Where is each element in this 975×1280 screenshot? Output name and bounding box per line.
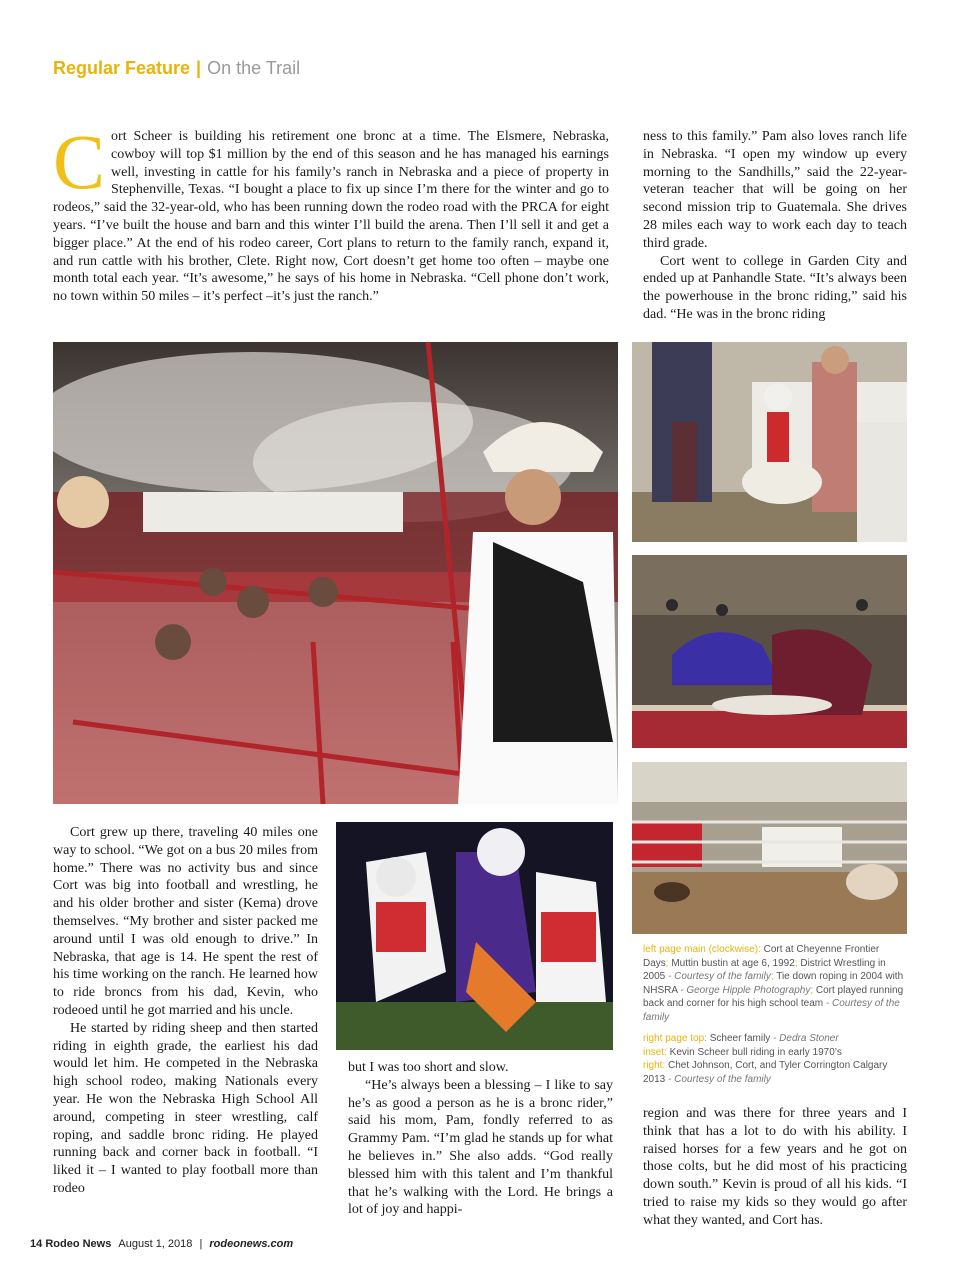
photo-captions bbox=[643, 943, 907, 1086]
left-bottom-column bbox=[53, 824, 318, 1198]
roping-photo-illustration bbox=[632, 762, 907, 934]
section-label: On the Trail bbox=[207, 58, 301, 78]
magazine-name: Rodeo News bbox=[45, 1238, 112, 1250]
website-link[interactable]: rodeonews.com bbox=[209, 1238, 294, 1250]
feature-label: Regular Feature bbox=[53, 58, 191, 78]
drop-cap: C bbox=[53, 118, 106, 205]
right-top-paragraph-2: Cort went to college in Garden City and ended up at Panhandle State. “It’s always been the powerhouse in the bronc riding,” said his dad. “He was in the bronc riding bbox=[643, 253, 907, 322]
middle-bottom-paragraph-2: “He’s always been a blessing – I like to say he’s as good a person as he is a bronc rider,” said his mom, Pam, fondly referred to as Grammy Pam. “I’m glad he stands up for what he believes in.” She also adds. “God really blessed him with this talent and I’m thankful that he’s walking with the Lord. He brings a lot of joy and happi- bbox=[348, 1077, 613, 1218]
caption-right: right: Chet Johnson, Cort, and Tyler Corrington Calgary 2013 - Courtesy of the family bbox=[643, 1060, 888, 1085]
mutton-busting-photo bbox=[632, 342, 907, 542]
page-footer bbox=[30, 1238, 293, 1250]
intro-column bbox=[53, 118, 609, 306]
middle-bottom-column bbox=[348, 1059, 613, 1219]
right-top-column bbox=[643, 128, 907, 324]
issue-date: August 1, 2018 bbox=[118, 1238, 193, 1250]
left-bottom-paragraph-2: He started by riding sheep and then started riding in eighth grade, the earliest his dad would let him. He competed in the Nebraska high school rodeo, making Nationals every year. He won the Nebraska High School All around, competing in steer wrestling, calf roping, and saddle bronc riding. He played running back and corner back in football. “I liked it – I wanted to play football more than rodeo bbox=[53, 1020, 318, 1196]
left-bottom-paragraph-1: Cort grew up there, traveling 40 miles one way to school. “We got on a bus 20 miles from home.” There was no activity bus and since Cort was big into football and wrestling, he and his older brother and sister (Kema) drove themselves. “My brother and sister packed me around until I was old enough to drive.” In Nebraska, that age is 14. He spent the rest of his time working on the ranch. He learned how to ride broncs from his dad, Kevin, who rodeoed until he got married and his uncle. bbox=[53, 825, 318, 1018]
right-bottom-paragraph-1: region and was there for three years and I think that has a lot to do with his ability. I raised horses for a few years and he got on those colts, but he did most of his practicing down south.” Kevin is proud of all his kids. “I tried to raise my kids so they would go after what they wanted, and Cort has. bbox=[643, 1106, 907, 1228]
football-photo bbox=[336, 822, 613, 1050]
cheyenne-photo-illustration bbox=[53, 342, 618, 804]
page-number: 14 bbox=[30, 1238, 43, 1250]
roping-photo bbox=[632, 762, 907, 934]
mutton-photo-illustration bbox=[632, 342, 907, 542]
main-photo-cheyenne bbox=[53, 342, 618, 804]
intro-paragraph: ort Scheer is building his retirement one bronc at a time. The Elsmere, Nebraska, cowboy will top $1 million by the end of this season and he has managed his earnings well, investing in cattle for his family’s ranch in Nebraska and a piece of property in Stephenville, Texas. “I bought a place to fix up since I’m there for the winter and go to rodeos,” said the 32-year-old, who has been running down the rodeo road with the PRCA for eight years. “I’ve built the house and barn and this winter I’ll build the arena. Then I’ll sell it and get a bigger place.” At the end of his rodeo career, Cort plans to return to the family ranch, expand it, and run cattle with his brother, Clete. Right now, Cort doesn’t get home too often – maybe one month total each year. “It’s awesome,” he says of his home in Nebraska. “Cell phone don’t work, no town within 50 miles – it’s perfect –it’s just the ranch.” bbox=[53, 129, 609, 305]
football-photo-illustration bbox=[336, 822, 613, 1050]
caption-right-page-top: right page top: Scheer family - Dedra Stoner bbox=[643, 1033, 839, 1044]
middle-bottom-paragraph-1: but I was too short and slow. bbox=[348, 1060, 509, 1075]
wrestling-photo-illustration bbox=[632, 555, 907, 748]
header-divider: | bbox=[196, 58, 202, 78]
page-header bbox=[53, 58, 300, 79]
caption-left-page-main: left page main (clockwise): Cort at Cheyenne Frontier Days; Muttin bustin at age 6, 1992; District Wrestling in 2005 - Courtesy of the family; Tie down roping in 2004 with NHSRA - George Hipple Photography; Cort played running back and corner for his high school team - Courtesy of the family bbox=[643, 944, 904, 1023]
footer-divider: | bbox=[199, 1238, 203, 1250]
wrestling-photo bbox=[632, 555, 907, 748]
right-top-paragraph-1: ness to this family.” Pam also loves ranch life in Nebraska. “I open my window up every morning to the Sandhills,” said the 22-year-veteran teacher that will be going on her second mission trip to Guatemala. She drives 28 miles each way to work each day to teach third grade. bbox=[643, 129, 907, 251]
right-bottom-column bbox=[643, 1105, 907, 1230]
caption-inset: inset: Kevin Scheer bull riding in early 1970’s bbox=[643, 1046, 842, 1058]
